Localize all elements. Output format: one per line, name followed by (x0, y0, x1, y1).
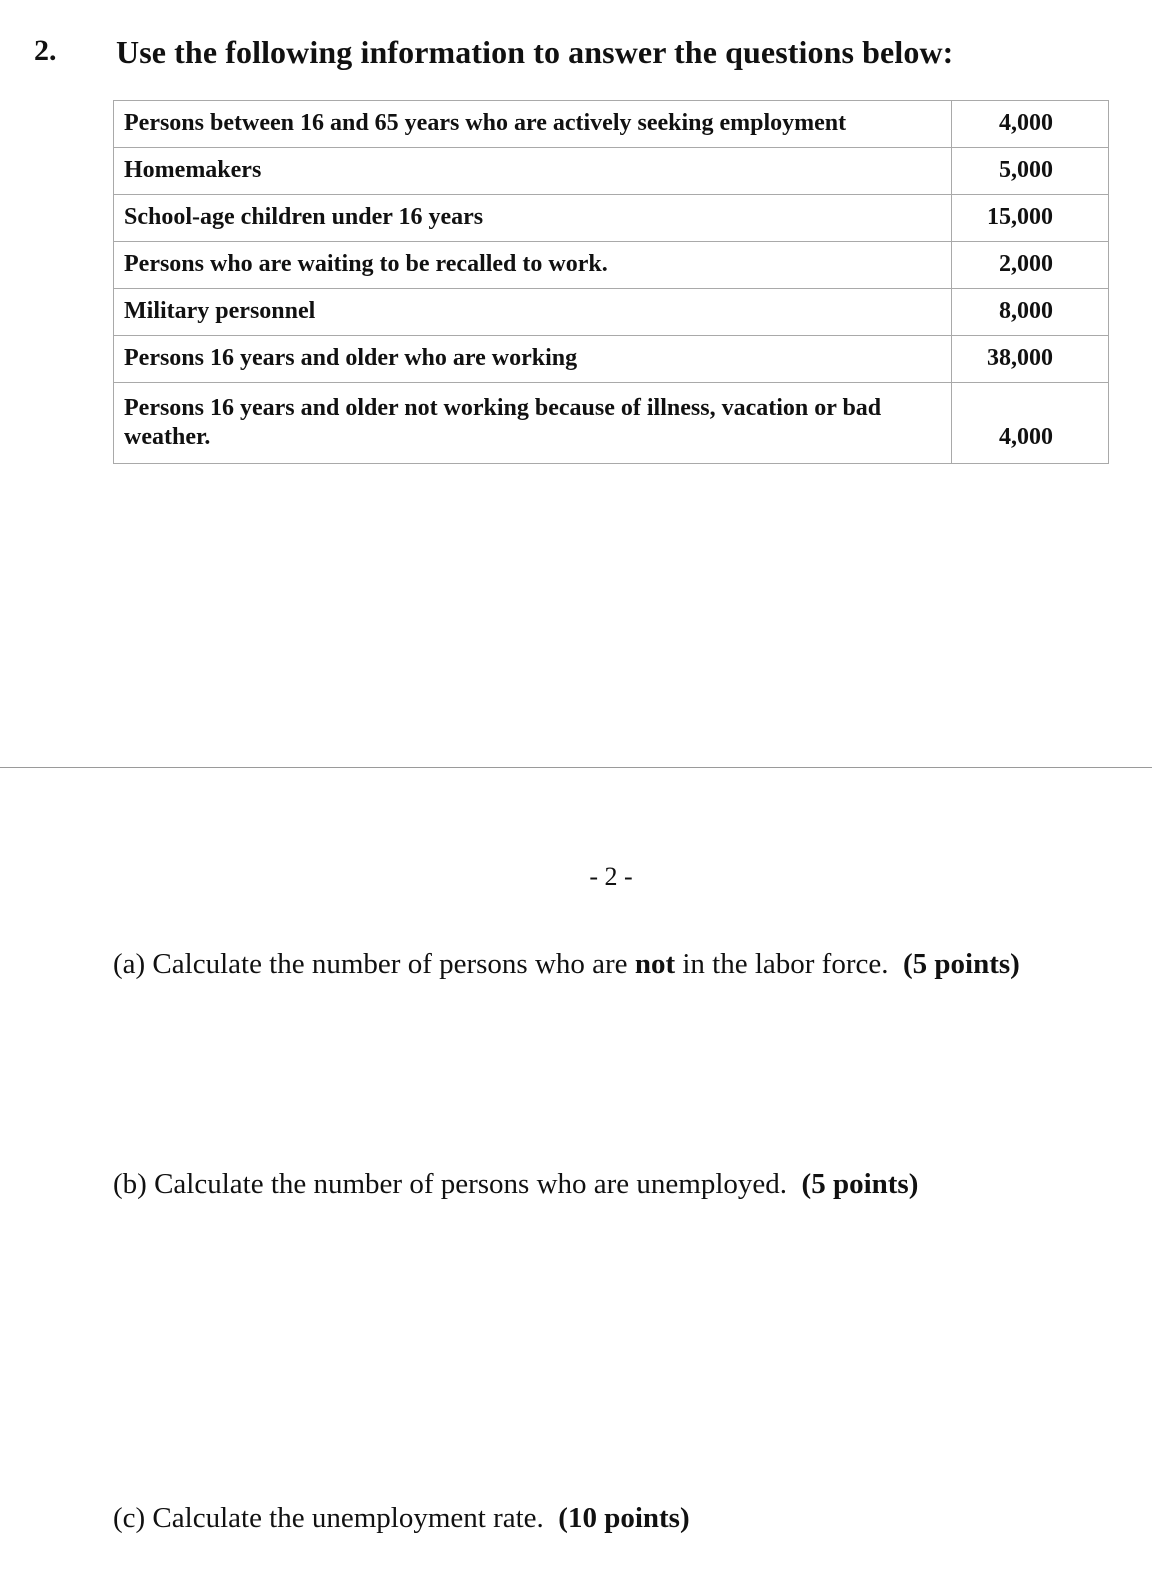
part-a-emphasis: not (634, 948, 676, 980)
question-heading: Use the following information to answer the questions below: (116, 34, 954, 70)
row-label: Persons 16 years and older not working because of illness, vacation or bad weather. (114, 383, 952, 464)
row-label: Persons between 16 and 65 years who are actively seeking employment (114, 101, 952, 148)
row-value: 8,000 (952, 289, 1109, 336)
table-row (114, 195, 1109, 242)
row-value: 2,000 (952, 242, 1109, 289)
part-a-points: (5 points) (903, 948, 1020, 980)
row-label: Persons 16 years and older who are working (114, 336, 952, 383)
table-row (114, 148, 1109, 195)
page-number: - 2 - (589, 862, 633, 891)
table-row (114, 242, 1109, 289)
table-row (114, 383, 1109, 464)
row-label: Homemakers (114, 148, 952, 195)
information-table (113, 100, 1109, 464)
part-c-text: (c) Calculate the unemployment rate. (113, 1502, 559, 1534)
part-b-question (113, 1168, 918, 1201)
table-row (114, 336, 1109, 383)
part-b-points: (5 points) (801, 1168, 919, 1200)
table-row (114, 101, 1109, 148)
row-label: Military personnel (114, 289, 952, 336)
row-label: School-age children under 16 years (114, 195, 952, 242)
row-value: 4,000 (952, 383, 1109, 464)
page-divider (0, 767, 1152, 768)
part-a-suffix: in the labor force. (675, 948, 903, 980)
row-value: 5,000 (952, 148, 1109, 195)
row-value: 15,000 (952, 195, 1109, 242)
question-number: 2. (34, 34, 57, 67)
row-label: Persons who are waiting to be recalled to work. (114, 242, 952, 289)
part-c-points: (10 points) (558, 1502, 690, 1534)
part-b-text: (b) Calculate the number of persons who are unemployed. (113, 1168, 802, 1200)
table-row (114, 289, 1109, 336)
part-a-question (113, 948, 1020, 981)
row-value: 38,000 (952, 336, 1109, 383)
part-a-prefix: (a) Calculate the number of persons who are (113, 948, 635, 980)
row-value: 4,000 (952, 101, 1109, 148)
part-c-question (113, 1502, 690, 1535)
